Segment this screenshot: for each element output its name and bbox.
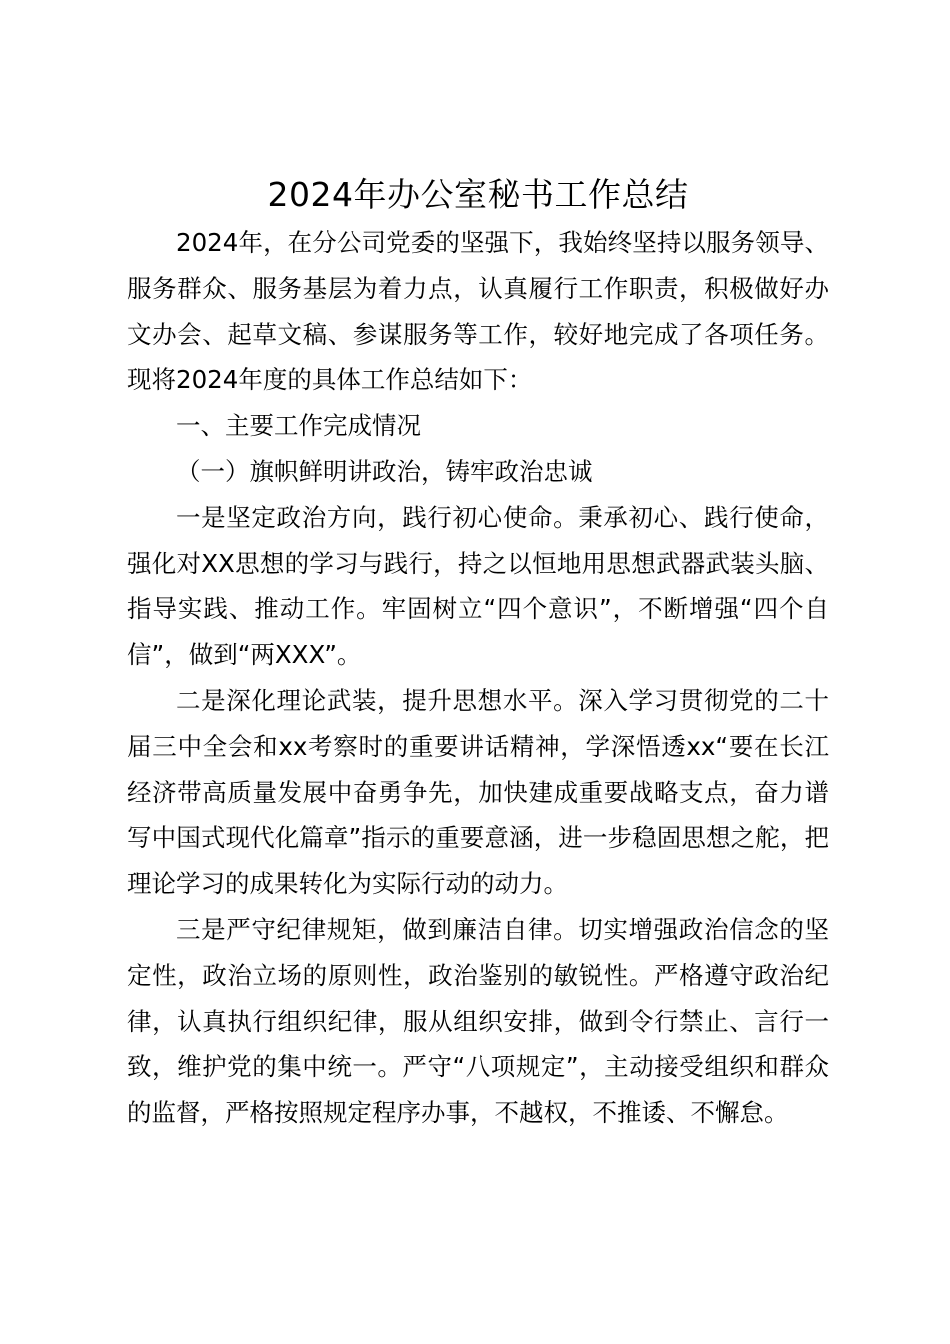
document-page: [127, 172, 829, 1136]
intro-paragraph: 2024年，在分公司党委的坚强下，我始终坚持以服务领导、服务群众、服务基层为着力点，认真履行工作职责，积极做好办文办会、起草文稿、参谋服务等工作，较好地完成了各项任务。现将2024年度的具体工作总结如下：: [127, 228, 829, 395]
section-heading: 一、主要工作完成情况: [176, 411, 421, 441]
body-paragraph-2: 二是深化理论武装，提升思想水平。深入学习贯彻党的二十届三中全会和xx考察时的重要讲话精神，学深悟透xx“要在长江经济带高质量发展中奋勇争先，加快建成重要战略支点，奋力谱写中国式现代化篇章”指示的重要意涵，进一步稳固思想之舵，把理论学习的成果转化为实际行动的动力。: [127, 685, 829, 899]
subsection-heading: （一）旗帜鲜明讲政治，铸牢政治忠诚: [176, 456, 593, 486]
body-paragraph-1: 一是坚定政治方向，践行初心使命。秉承初心、践行使命，强化对XX思想的学习与践行，持之以恒地用思想武器武装头脑、指导实践、推动工作。牢固树立“四个意识”，不断增强“四个自信”，做到“两XXX”。: [127, 502, 829, 670]
document-title: 2024年办公室秘书工作总结: [267, 175, 689, 214]
body-paragraph-3: 三是严守纪律规矩，做到廉洁自律。切实增强政治信念的坚定性，政治立场的原则性，政治鉴别的敏锐性。严格遵守政治纪律，认真执行组织纪律，服从组织安排，做到令行禁止、言行一致，维护党的集中统一。严守“八项规定”，主动接受组织和群众的监督，严格按照规定程序办事，不越权，不推诿、不懈怠。: [127, 914, 829, 1128]
